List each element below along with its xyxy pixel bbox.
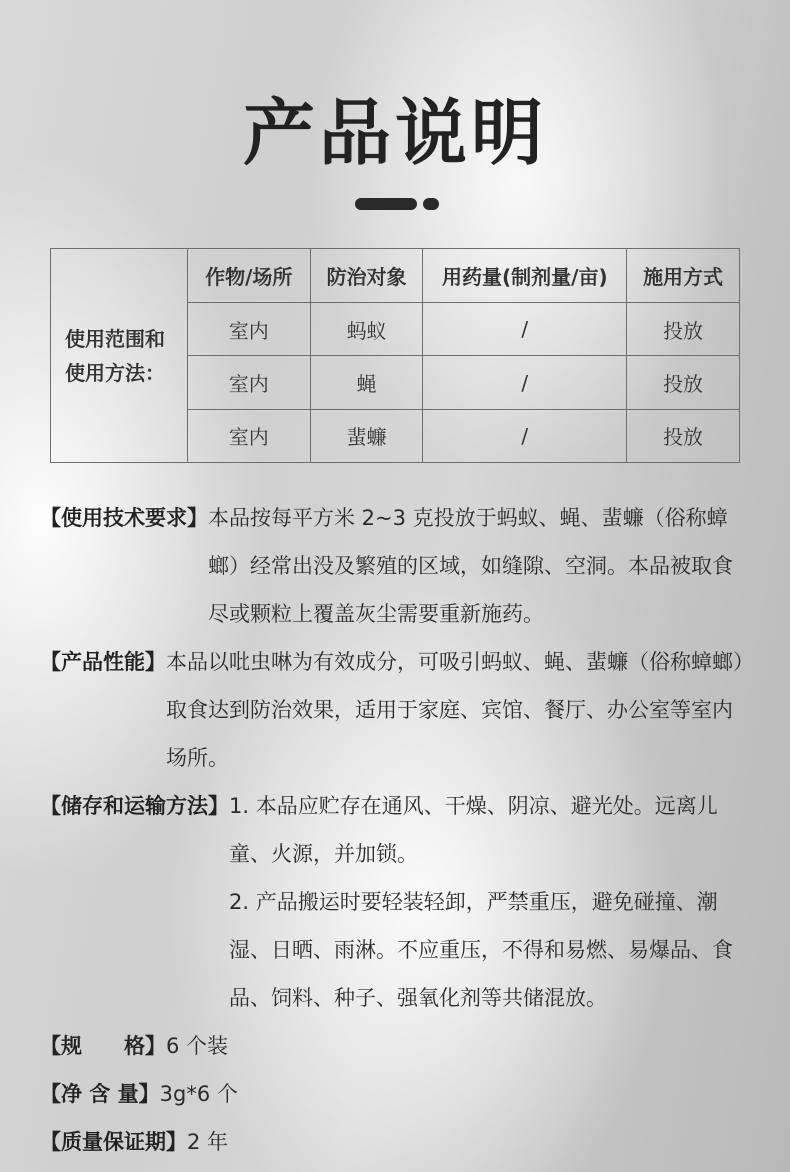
header-dosage: 用药量(制剂量/亩) (423, 249, 627, 303)
header-target: 防治对象 (310, 249, 423, 303)
header-crop-site: 作物/场所 (187, 249, 310, 303)
section-label: 【使用技术要求】 (40, 506, 208, 530)
section-spec (40, 1022, 745, 1070)
table-cell: 蝇 (310, 356, 423, 409)
page-title: 产品说明 (242, 91, 547, 175)
usage-row-label (51, 249, 188, 463)
section-tech-requirements (40, 494, 745, 638)
table-cell: 室内 (187, 409, 310, 462)
section-net-content (40, 1070, 745, 1118)
table-cell: 室内 (187, 356, 310, 409)
title-underline-long (355, 198, 417, 210)
header-method: 施用方式 (627, 249, 740, 303)
instructions (40, 494, 745, 1166)
section-text: 3g*6 个 (159, 1082, 238, 1106)
section-storage (40, 782, 745, 1022)
table-cell: / (423, 303, 627, 356)
section-label: 【质量保证期】 (40, 1130, 187, 1154)
section-text: 2 年 (187, 1130, 229, 1154)
table-cell: 蚂蚁 (310, 303, 423, 356)
table-cell: 投放 (627, 356, 740, 409)
title-underline-dot (423, 198, 439, 210)
table-cell: 投放 (627, 409, 740, 462)
section-text: 6 个装 (166, 1034, 229, 1058)
storage-item-1: 1. 本品应贮存在通风、干燥、阴凉、避光处。远离儿童、火源，并加锁。 (229, 794, 718, 866)
usage-row-label-line2: 使用方法： (65, 360, 165, 385)
section-label: 【储存和运输方法】 (40, 794, 229, 818)
usage-table (50, 248, 740, 463)
section-label: 【产品性能】 (40, 650, 166, 674)
table-cell: 室内 (187, 303, 310, 356)
table-cell: 投放 (627, 303, 740, 356)
section-label: 【规 格】 (40, 1034, 166, 1058)
storage-item-2: 2. 产品搬运时要轻装轻卸，严禁重压，避免碰撞、潮湿、日晒、雨淋。不应重压，不得和易燃、易爆品、食品、饲料、种子、强氧化剂等共储混放。 (229, 890, 733, 1010)
section-label: 【净 含 量】 (40, 1082, 160, 1106)
section-text: 本品按每平方米 2~3 克投放于蚂蚁、蝇、蜚蠊（俗称蟑螂）经常出没及繁殖的区域，如缝隙、空洞。本品被取食尽或颗粒上覆盖灰尘需要重新施药。 (208, 506, 733, 626)
section-shelf-life (40, 1118, 745, 1166)
usage-row-label-line1: 使用范围和 (65, 326, 165, 351)
table-cell: 蜚蠊 (310, 409, 423, 462)
section-performance (40, 638, 745, 782)
table-cell: / (423, 409, 627, 462)
table-cell: / (423, 356, 627, 409)
table-header-row (51, 249, 740, 303)
section-text: 本品以吡虫啉为有效成分，可吸引蚂蚁、蝇、蜚蠊（俗称蟑螂）取食达到防治效果，适用于家庭、宾馆、餐厅、办公室等室内场所。 (166, 650, 744, 770)
